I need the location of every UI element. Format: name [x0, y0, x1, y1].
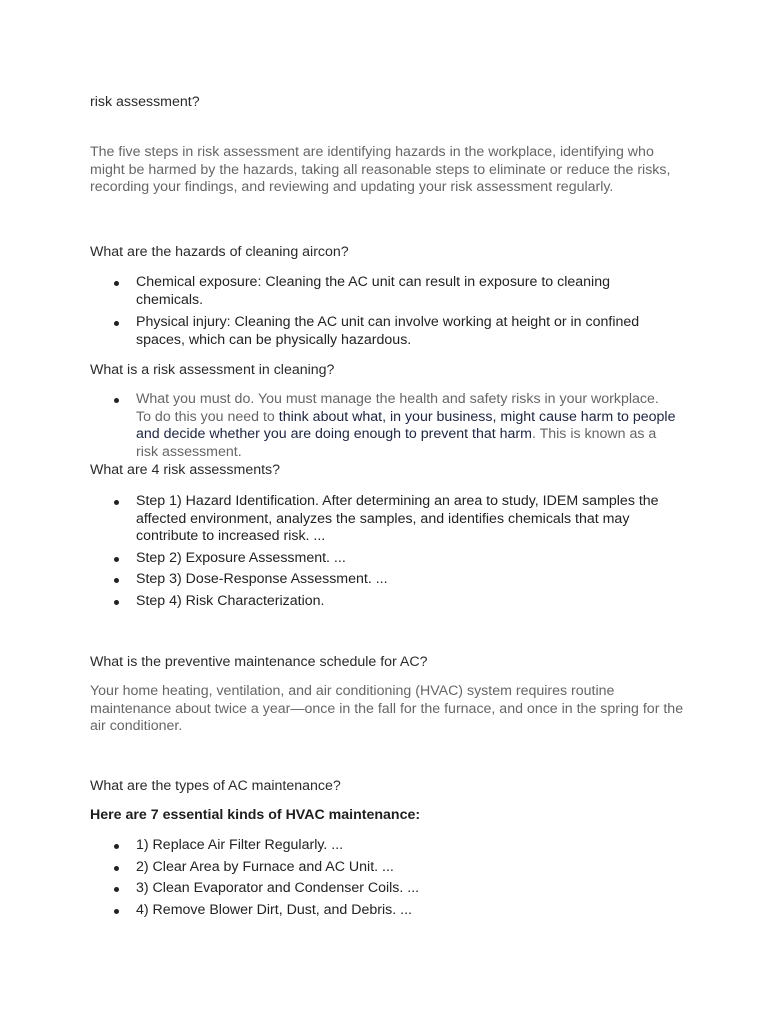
list-item: Step 1) Hazard Identification. After determining an area to study, IDEM samples the affected environment, analyzes the samples, and identifies chemicals that may contribute to increased risk. ...	[90, 493, 676, 546]
list-item: 3) Clean Evaporator and Condenser Coils. ...	[90, 880, 676, 898]
list-item: Step 3) Dose-Response Assessment. ...	[90, 571, 676, 589]
intro-paragraph: The five steps in risk assessment are identifying hazards in the workplace, identifying who might be harmed by the hazards, taking all reasonable steps to eliminate or reduce the risks, recording your findings, and reviewing and updating your risk assessment regularly.	[90, 144, 671, 196]
types-subheading: Here are 7 essential kinds of HVAC maintenance:	[90, 807, 421, 823]
hazards-list	[90, 274, 690, 349]
preventive-answer: Your home heating, ventilation, and air conditioning (HVAC) system requires routine maintenance about twice a year—once in the fall for the furnace, and once in the spring for the air conditioner.	[90, 683, 684, 735]
list-item: Physical injury: Cleaning the AC unit can involve working at height or in confined spaces, which can be physically hazardous.	[90, 314, 676, 349]
cleaning-risk-question: What is a risk assessment in cleaning?	[90, 362, 335, 378]
list-item: 2) Clear Area by Furnace and AC Unit. ...	[90, 859, 676, 877]
list-item	[90, 391, 676, 461]
hazards-question: What are the hazards of cleaning aircon?	[90, 244, 349, 260]
cleaning-risk-list	[90, 391, 690, 461]
list-item: 4) Remove Blower Dirt, Dust, and Debris. ...	[90, 902, 676, 920]
four-assessments-question: What are 4 risk assessments?	[90, 462, 281, 478]
list-item: Chemical exposure: Cleaning the AC unit can result in exposure to cleaning chemicals.	[90, 274, 676, 309]
list-item: Step 2) Exposure Assessment. ...	[90, 550, 676, 568]
maintenance-types-list	[90, 837, 690, 919]
list-item: 1) Replace Air Filter Regularly. ...	[90, 837, 676, 855]
cleaning-risk-text-end: . This is known as a risk assessment.	[136, 426, 657, 460]
types-question: What are the types of AC maintenance?	[90, 778, 341, 794]
preventive-question: What is the preventive maintenance schedule for AC?	[90, 654, 428, 670]
cleaning-risk-text-start: What you must do. You must manage the health and safety risks in your workplace. To do this you need to	[136, 391, 659, 425]
cleaning-risk-highlight: think about what, in your business, might cause harm to people and decide whether you are doing enough to prevent that harm	[136, 408, 676, 443]
four-assessments-list	[90, 493, 690, 611]
intro-heading: risk assessment?	[90, 94, 200, 110]
list-item: Step 4) Risk Characterization.	[90, 593, 676, 611]
